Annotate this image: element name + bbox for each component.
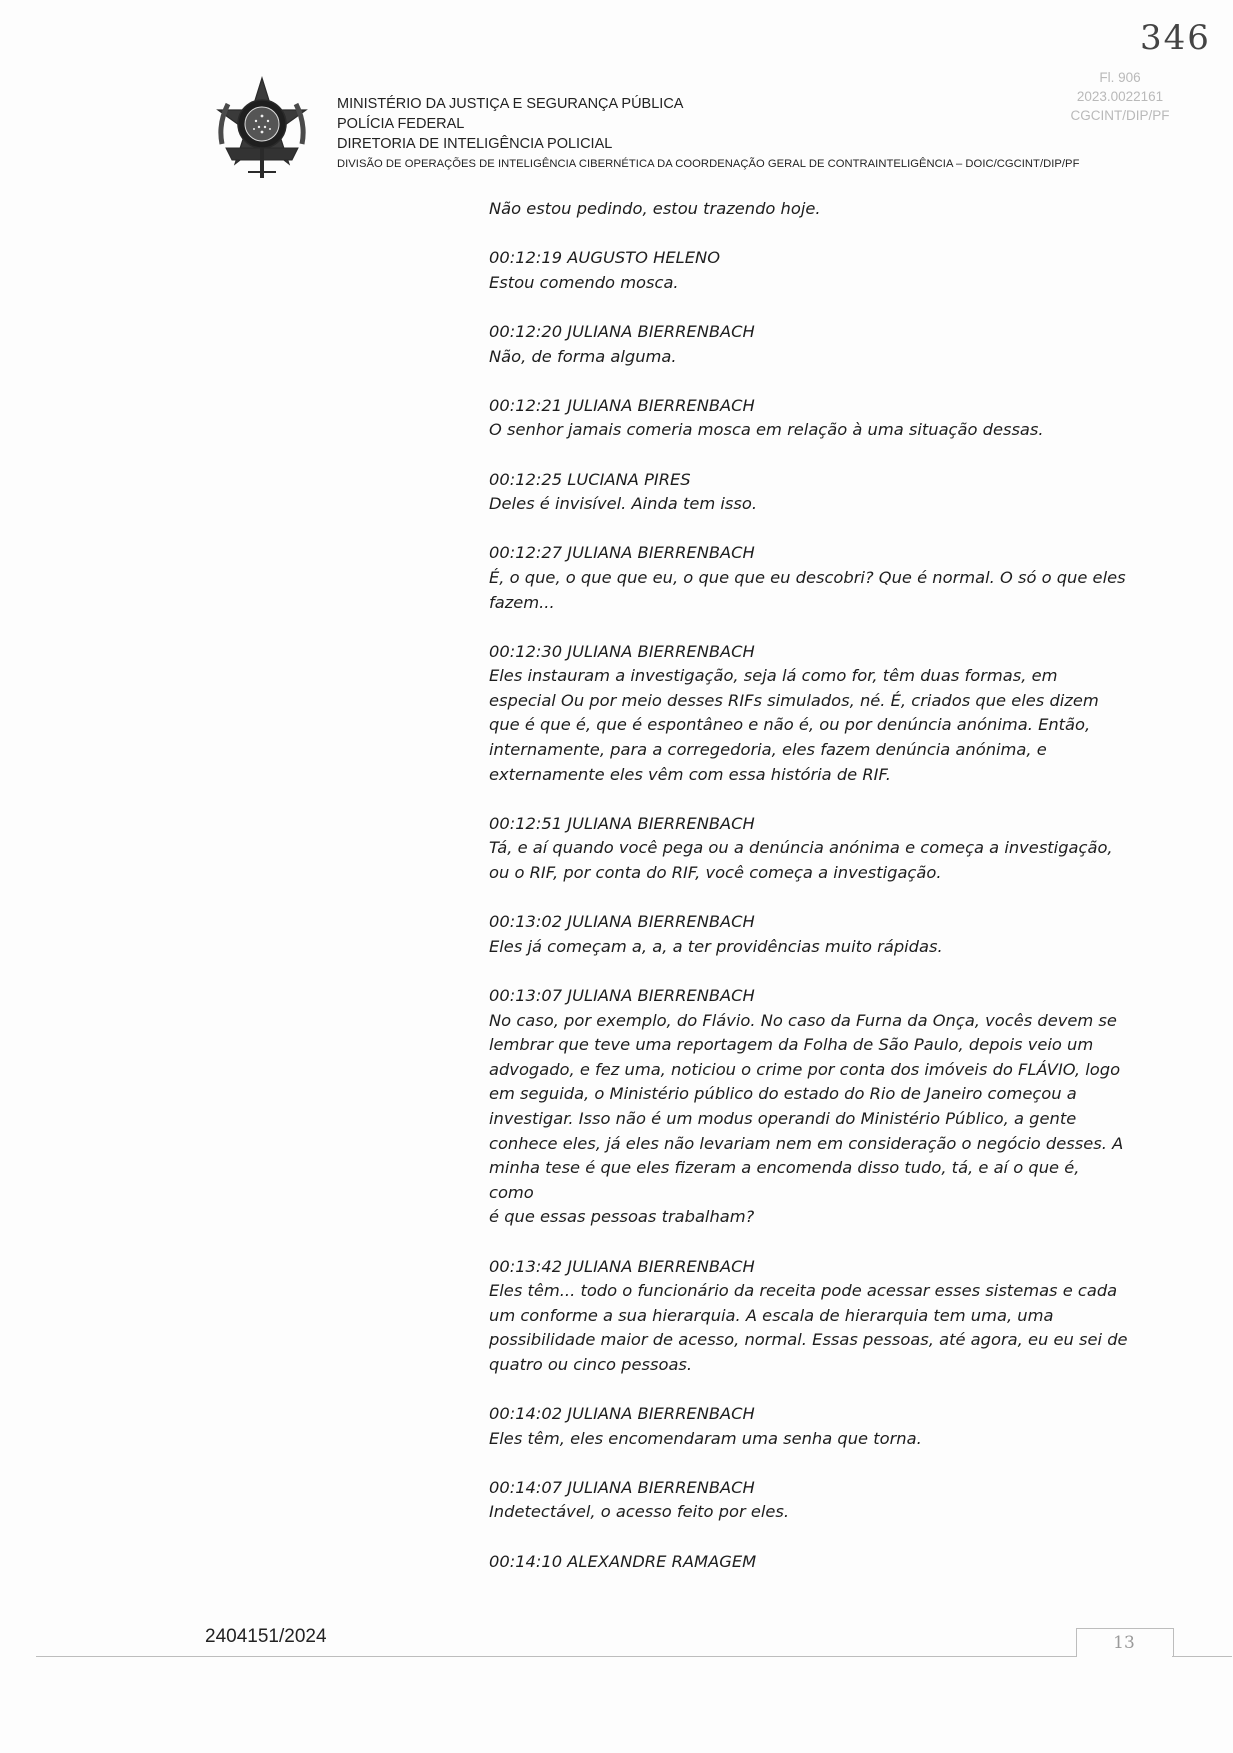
transcript-line: é que essas pessoas trabalham? [489, 1207, 755, 1227]
transcript-line: No caso, por exemplo, do Flávio. No caso da Furna da Onça, vocês devem se [489, 1010, 1117, 1030]
transcript-speaker: 00:13:07 JULIANA BIERRENBACH [489, 986, 755, 1005]
stamp-process: 2023.0022161 [1076, 89, 1164, 104]
transcript-line: externamente eles vêm com essa história de RIF. [489, 764, 891, 784]
transcript [489, 197, 1129, 1599]
transcript-entry [489, 1476, 1129, 1525]
transcript-line: lembrar que teve uma reportagem da Folha de São Paulo, depois veio um [489, 1035, 1094, 1055]
transcript-line: Deles é invisível. Ainda tem isso. [489, 494, 758, 514]
transcript-line: O senhor jamais comeria mosca em relação à uma situação dessas. [489, 420, 1044, 440]
transcript-line: É, o que, o que que eu, o que que eu descobri? Que é normal. O só o que eles [489, 567, 1126, 587]
transcript-line: internamente, para a corregedoria, eles fazem denúncia anónima, e [489, 740, 1047, 760]
transcript-entry [489, 640, 1129, 788]
header-agency: POLÍCIA FEDERAL [337, 116, 465, 132]
transcript-entries [489, 246, 1129, 1574]
transcript-speaker: 00:14:10 ALEXANDRE RAMAGEM [489, 1551, 757, 1571]
sheet-number: 13 [1113, 1633, 1135, 1653]
footer-divider-right [1172, 1656, 1232, 1657]
transcript-line: conhece eles, já eles não levariam nem em consideração o negócio desses. A [489, 1133, 1124, 1153]
transcript-line: em seguida, o Ministério público do estado do Rio de Janeiro começou a [489, 1084, 1077, 1104]
transcript-speaker: 00:13:02 JULIANA BIERRENBACH [489, 912, 755, 932]
transcript-line: Eles já começam a, a, a ter providências muito rápidas. [489, 936, 943, 956]
stamp-unit: CGCINT/DIP/PF [1070, 108, 1170, 123]
transcript-speaker: 00:12:27 JULIANA BIERRENBACH [489, 543, 755, 563]
transcript-entry [489, 246, 1129, 295]
transcript-line: quatro ou cinco pessoas. [489, 1354, 693, 1374]
transcript-line: especial Ou por meio desses RIFs simulados, né. É, criados que eles dizem [489, 690, 1099, 710]
transcript-line: Estou comendo mosca. [489, 272, 679, 292]
transcript-entry [489, 541, 1129, 615]
transcript-speaker: 00:14:02 JULIANA BIERRENBACH [489, 1404, 755, 1424]
transcript-line: Eles têm... todo o funcionário da receita pode acessar esses sistemas e cada [489, 1281, 1118, 1301]
transcript-continuation: Não estou pedindo, estou trazendo hoje. [489, 199, 821, 218]
header-ministry: MINISTÉRIO DA JUSTIÇA E SEGURANÇA PÚBLICA [337, 96, 684, 112]
header-directorate: DIRETORIA DE INTELIGÊNCIA POLICIAL [337, 136, 613, 152]
transcript-speaker: 00:12:30 JULIANA BIERRENBACH [489, 641, 755, 661]
header-division: DIVISÃO DE OPERAÇÕES DE INTELIGÊNCIA CIBERNÉTICA DA COORDENAÇÃO GERAL DE CONTRAINTELIGÊNCIA – DOIC/CGCINT/DIP/PF [337, 158, 1080, 170]
transcript-speaker: 00:12:25 LUCIANA PIRES [489, 469, 691, 489]
transcript-continuation-block [489, 197, 1129, 222]
transcript-line: Indetectável, o acesso feito por eles. [489, 1502, 790, 1522]
transcript-speaker: 00:12:51 JULIANA BIERRENBACH [489, 813, 755, 833]
transcript-line: Eles têm, eles encomendaram uma senha que torna. [489, 1428, 922, 1448]
footer-divider [36, 1656, 1076, 1657]
transcript-entry [489, 984, 1129, 1230]
transcript-speaker: 00:12:21 JULIANA BIERRENBACH [489, 395, 755, 415]
page-number: 346 [1140, 18, 1211, 58]
brazil-coat-of-arms-icon [208, 74, 316, 182]
transcript-line: ou o RIF, por conta do RIF, você começa a investigação. [489, 863, 942, 883]
transcript-speaker: 00:14:07 JULIANA BIERRENBACH [489, 1477, 755, 1497]
transcript-line: investigar. Isso não é um modus operandi do Ministério Público, a gente [489, 1108, 1077, 1128]
stamp-folio: Fl. 906 [1099, 70, 1141, 85]
transcript-line: fazem... [489, 592, 555, 612]
transcript-line: possibilidade maior de acesso, normal. Essas pessoas, até agora, eu eu sei de [489, 1330, 1128, 1350]
transcript-line: minha tese é que eles fizeram a encomenda disso tudo, tá, e aí o que é, como [489, 1158, 1080, 1202]
transcript-entry [489, 320, 1129, 369]
transcript-entry [489, 468, 1129, 517]
transcript-entry [489, 394, 1129, 443]
transcript-entry [489, 1550, 1129, 1575]
transcript-line: Não, de forma alguma. [489, 346, 677, 366]
transcript-line: um conforme a sua hierarquia. A escala de hierarquia tem uma, uma [489, 1305, 1054, 1325]
transcript-line: Eles instauram a investigação, seja lá como for, têm duas formas, em [489, 666, 1058, 686]
transcript-entry [489, 910, 1129, 959]
transcript-speaker: 00:12:19 AUGUSTO HELENO [489, 248, 721, 268]
transcript-entry [489, 1255, 1129, 1378]
document-header [337, 94, 1079, 174]
transcript-speaker: 00:13:42 JULIANA BIERRENBACH [489, 1256, 755, 1276]
transcript-line: Tá, e aí quando você pega ou a denúncia anónima e começa a investigação, [489, 838, 1113, 858]
transcript-speaker: 00:12:20 JULIANA BIERRENBACH [489, 321, 755, 341]
transcript-entry [489, 812, 1129, 886]
transcript-entry [489, 1402, 1129, 1451]
transcript-line: advogado, e fez uma, noticiou o crime por conta dos imóveis do FLÁVIO, logo [489, 1059, 1121, 1079]
transcript-line: que é que é, que é espontâneo e não é, ou por denúncia anónima. Então, [489, 715, 1091, 735]
document-code: 2404151/2024 [205, 1626, 327, 1647]
